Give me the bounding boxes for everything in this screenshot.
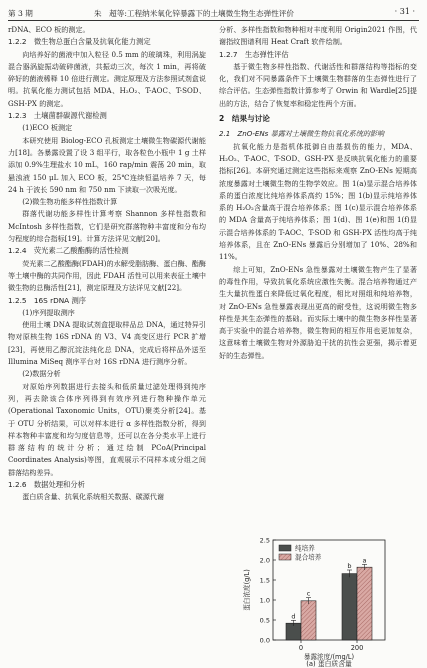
bar-pure-culture (342, 574, 357, 640)
section-heading: 1.2.5 16S rDNA 测序 (8, 295, 87, 305)
running-header (8, 6, 419, 20)
paragraph: 使用土壤 DNA 提取试剂盒提取样品总 DNA，通过特异引物对原核生物 16S rDNA 的 V3、V4 高变区进行 PCR 扩增[23]，再使用乙醇沉淀法纯化总 DNA，完成后将样品外送至 Illumina MiSeq 测序平台对 16S rDNA 进行测序分析。 (8, 320, 206, 367)
section-heading: 1.2.3 土壤菌群碳源代谢检测 (8, 111, 107, 121)
figure-caption: (a) 蛋白质含量 (306, 660, 352, 668)
x-tick-label: 0 (298, 644, 304, 652)
y-tick-label: 2.0 (259, 556, 270, 565)
legend-swatch (279, 545, 291, 551)
legend-swatch (279, 554, 291, 560)
paragraph: rDNA、ECO 板的测定。 (8, 25, 90, 34)
figure-1a (219, 528, 417, 668)
section-heading: 2 结果与讨论 (219, 114, 270, 124)
y-tick-label: 2.5 (259, 536, 270, 545)
bar-mixed-culture (301, 601, 316, 640)
issue-number: 第 3 期 (8, 9, 33, 18)
paragraph: (1)序列提取测序 (22, 307, 75, 317)
paragraph: 基于微生物多样性指数、代谢活性和群落结构等指标的变化，我们对不同暴露条件下土壤微生物群落的生态弹性进行了综合评估。生态弹性指数计算参考了 Orwin 和 Wardle[25]提出的方法，结合了恢复率和稳定性两个方面。 (219, 61, 417, 108)
section-heading: 1.2.7 生态弹性评估 (219, 49, 289, 59)
legend-label: 纯培养 (295, 544, 315, 553)
x-axis-label: 暴露浓度/(mg/L) (303, 653, 355, 661)
left-column (8, 24, 206, 504)
page-number: · 31 · (394, 7, 415, 16)
paragraph: 本研究使用 Biolog-ECO 孔板测定土壤微生物碳源代谢能力[18]。各暴露设置了设 3 组平行，取各粒色小瓶中 1 g 土样添加 0.9%生理盐水 10 mL，160 rap/min 震荡 20 min，取悬浊液 150 μL 加入 ECO 板，25℃连续恒温培养 7 天，每 24 h 于波长 590 nm 和 750 nm 下读取一次吸光度。 (8, 135, 206, 194)
running-title: 朱 超等:工程纳米氧化锌暴露下的土壤微生物生态弹性评价 (94, 9, 294, 18)
paragraph: 对原始序列数据进行去接头和低质量过滤处理得到纯序列，再去除该合体序列得到有效序列进行物种操作单元(Operational Taxonomic Units，OTU)聚类分析[24]。基于 OTU 分析结果，可以对样本进行 α 多样性指数分析，得到样本物种丰富度和均匀度信息等，还可以在各分类水平上进行群落结构的统计分析；通过绘制 PCoA(Principal Coordinates Analysis)等图，直观展示不同样本或分组之间群落结构差异。 (8, 381, 206, 477)
significance-letter: b (347, 562, 352, 570)
paragraph: (1)ECO 板测定 (22, 123, 73, 133)
x-tick-label: 200 (350, 644, 364, 652)
y-tick-label: 0.0 (259, 636, 270, 645)
paragraph: 向培养好的菌液中加入粒径 0.5 mm 的玻璃珠，利用涡旋混合器涡旋振动破碎菌液，共振动三次，每次 1 min，再将破碎好的菌液稀释 10 倍进行测定。测定原理及方法参照试剂盒说明。抗氧化能力测试包括 MDA、H₂O₂、T-AOC、T-SOD、GSH-PX 的测定。 (8, 49, 206, 108)
header-rule (8, 20, 419, 21)
section-heading: 1.2.6 数据处理和分析 (8, 479, 85, 489)
paragraph: (2)数据分析 (22, 369, 61, 379)
paragraph: 抗氧化能力是指机体抵御自由基损伤的能力，MDA、H₂O₂、T-AOC、T-SOD、GSH-PX 是反映抗氧化能力的重要指标[26]。本研究通过测定这些指标来观察 ZnO-ENs 短期高浓度暴露对土壤微生物的生物学效应。图 1(a)显示混合培养体系的蛋白浓度比纯培养体系高约 15%；图 1(b)显示纯培养体系的 H₂O₂含量高于混合培养体系；图 1(c)显示混合培养体系的 MDA 含量高于纯培养体系；图 1(d)、图 1(e)和图 1(f)显示混合培养体系的 T-AOC、T-SOD 和 GSH-PX 活性均高于纯培养体系，且在 ZnO-ENs 暴露后分别增加了 10%、28%和 11%。 (219, 141, 417, 262)
section-heading: 2.1 ZnO-ENs 暴露对土壤微生物抗氧化系统的影响 (219, 129, 385, 139)
paragraph: 蛋白质含量、抗氧化系统相关数据、碳源代谢 (22, 492, 165, 502)
significance-letter: d (291, 612, 296, 621)
y-tick-label: 1.0 (259, 596, 270, 605)
section-heading: 1.2.2 微生物总蛋白含量及抗氧化能力测定 (8, 37, 151, 47)
y-tick-label: 1.5 (259, 576, 270, 585)
right-column (219, 24, 417, 362)
bar-mixed-culture (357, 567, 372, 640)
section-heading: 1.2.4 荧光素二乙酸酯酶的活性检测 (8, 246, 129, 256)
significance-letter: c (306, 589, 311, 598)
protein-bar-chart (219, 528, 417, 668)
y-axis-label: 蛋白浓度(g/L) (243, 569, 251, 611)
paragraph: 群落代谢功能多样性计算考察 Shannon 多样性指数和 McIntosh 多样性指数，它们是研究群落物种丰富度和分布均匀程度的综合指标[19]。计算方法详见文献[20]。 (8, 209, 206, 244)
paragraph: 荧光素二乙酸酯酶(FDAH)的水解受脂肪酶、蛋白酶、酯酶等土壤中酶的共同作用，因此 FDAH 活性可以用来表征土壤中微生物的总酶活性[21]，测定原理及方法详见文献[22]。 (8, 258, 206, 293)
significance-letter: a (362, 556, 367, 565)
paragraph: 综上可知，ZnO-ENs 急性暴露对土壤微生物产生了显著的毒性作用，导致抗氧化系统应激性失衡。混合培养物通过产生大量抗性蛋白来降低过氧化程度，相比对照组和纯培养物，对 ZnO-ENs 急性暴露表现出更高的耐受性，这说明微生物多样性是其生态弹性的基础。而实际土壤中的微生物多样性显著高于实验中的混合培养物，微生物间的相互作用也更加复杂，这意味着土壤微生物对外源胁迫干扰的抗性会更强，揭示着更好的生态弹性。 (219, 264, 417, 360)
y-tick-label: 0.5 (259, 616, 270, 625)
legend-label: 混合培养 (295, 553, 322, 562)
paragraph: (2)微生物功能多样性指数计算 (22, 197, 118, 207)
paragraph: 分析、多样性指数和物种相对丰度利用 Origin2021 作图，代谢指纹图谱利用 Heat Craft 软件绘制。 (219, 25, 417, 47)
